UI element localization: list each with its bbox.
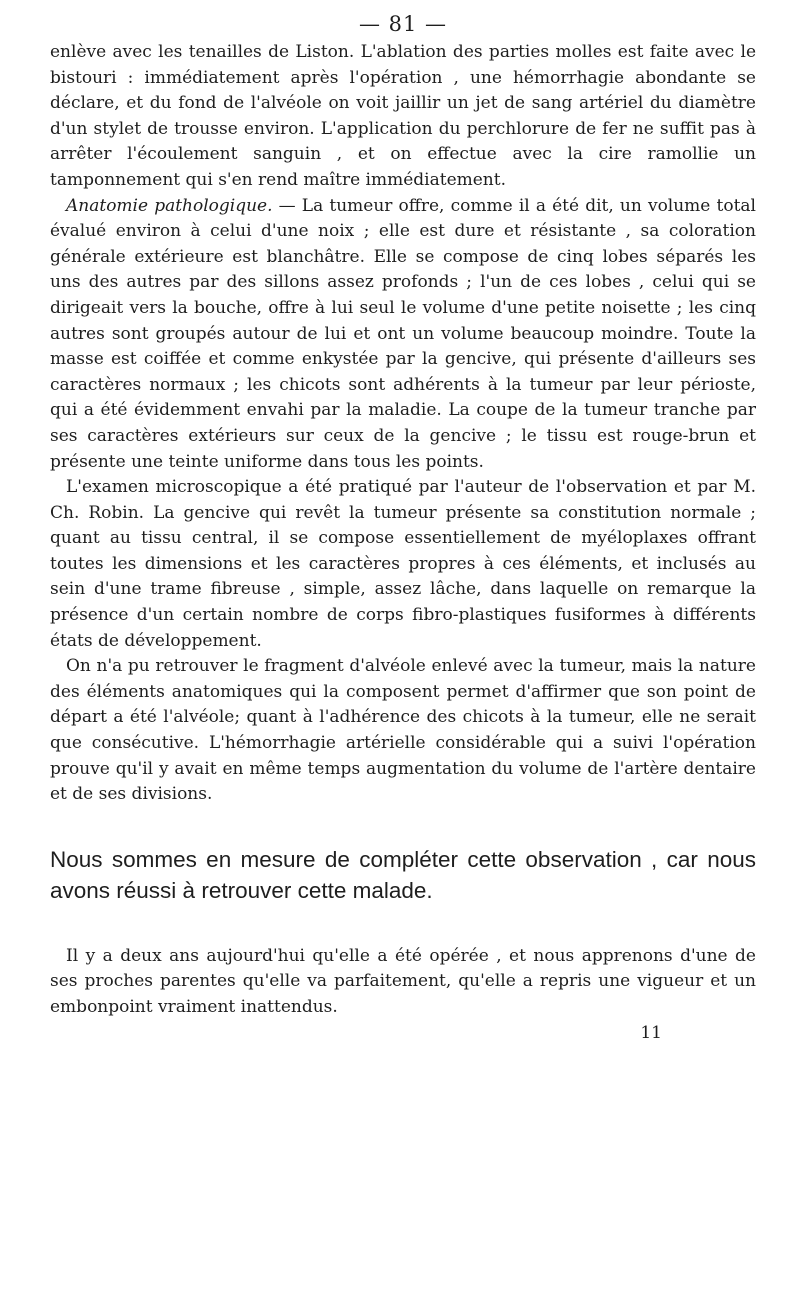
paragraph-origin: On n'a pu retrouver le fragment d'alvéole enlevé avec la tumeur, mais la nature des éléments anatomiques qui la composent permet d'affirmer que son point de départ a été l'alvéole; quant à l'adhérence des chicots à la tumeur, elle ne serait que consécutive. L'hémorrhagie artérielle considérable qui a suivi l'opération prouve qu'il y avait en même temps augmentation du volume de l'artère dentaire et de ses divisions. xyxy=(50,656,756,805)
page-number: — 81 — xyxy=(358,12,448,36)
body-text xyxy=(50,40,756,808)
section-heading-pathological-anatomy: Anatomie pathologique. xyxy=(66,195,273,216)
paragraph-operation-end: enlève avec les tenailles de Liston. L'ablation des parties molles est faite avec le bistouri : immédiatement après l'opération , une hémorrhagie abondante se déclare, et du fond de l'alvéole on voit jaillir un jet de sang artériel du diamètre d'un stylet de trousse environ. L'application du perchlorure de fer ne suffit pas à arrêter l'écoulement sanguin , et on effectue avec la cire ramollie un tamponnement qui s'en rend maître immédiatement. xyxy=(50,42,756,190)
paragraph-microscopic-exam: L'examen microscopique a été pratiqué par l'auteur de l'observation et par M. Ch. Robin. La gencive qui revêt la tumeur présente sa constitution normale ; quant au tissu central, il se compose essentiellement de myéloplaxes offrant toutes les dimensions et les caractères propres à ces éléments, et inclusés au sein d'une trame fibreuse , simple, assez lâche, dans laquelle on remarque la présence d'un certain nombre de corps fibro-plastiques fusiformes à différents états de développement. xyxy=(50,477,756,651)
signature-mark: 11 xyxy=(640,1022,662,1043)
paragraph-follow-up: Il y a deux ans aujourd'hui qu'elle a été opérée , et nous apprenons d'une de ses proches parentes qu'elle va parfaitement, qu'elle a repris une vigueur et un embonpoint vraiment inattendus. xyxy=(50,945,756,1017)
paragraph-pathological-anatomy xyxy=(50,194,756,476)
follow-up-note: Nous sommes en mesure de compléter cette observation , car nous avons réussi à retrouver cette malade. xyxy=(50,846,756,903)
paragraph-pathological-anatomy-text: — La tumeur offre, comme il a été dit, un volume total évalué environ à celui d'une noix ; elle est dure et résistante , sa coloration générale extérieure est blanchâtre. Elle se compose de cinq lobes séparés les uns des autres par des sillons assez profonds ; l'un de ces lobes , celui qui se dirigeait vers la bouche, offre à lui seul le volume d'une petite noisette ; les cinq autres sont groupés autour de lui et ont un volume beaucoup moindre. Toute la masse est coiffée et comme enkystée par la gencive, qui présente d'ailleurs ses caractères normaux ; les chicots sont adhérents à la tumeur par leur périoste, qui a été évidemment envahi par la maladie. La coupe de la tumeur tranche par ses caractères extérieurs sur ceux de la gencive ; le tissu est rouge-brun et présente une teinte uniforme dans tous les points. xyxy=(50,195,756,472)
